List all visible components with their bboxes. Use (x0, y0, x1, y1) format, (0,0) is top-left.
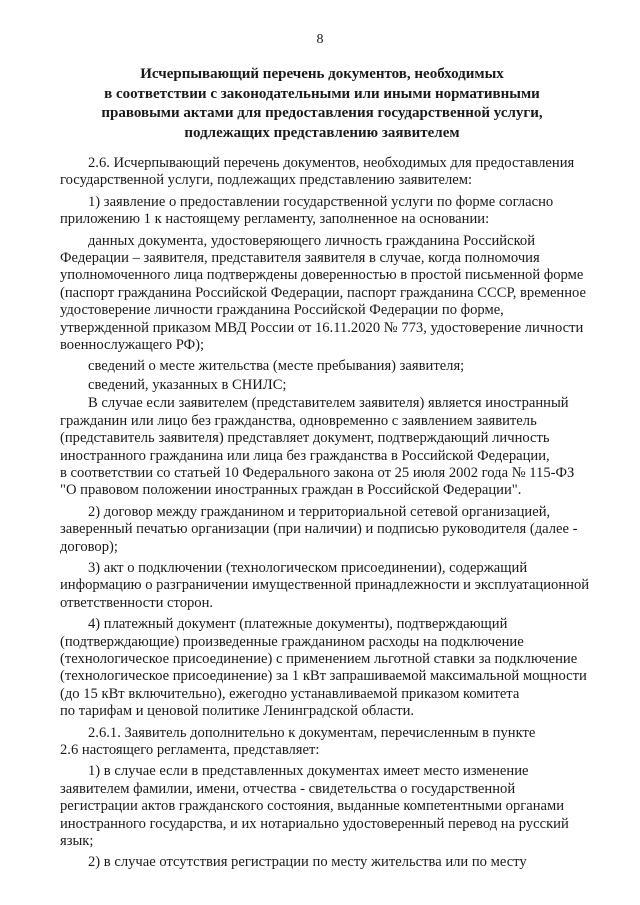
text-line: 3) акт о подключении (технологическом присоединении), содержащий (88, 559, 528, 576)
text-line: 1) заявление о предоставлении государственной услуги по форме согласно (88, 193, 554, 210)
text-line: (представитель заявителя) представляет документ, подтверждающий личность (60, 430, 550, 447)
text-line: 2.6.1. Заявитель дополнительно к документам, перечисленным в пункте (88, 724, 536, 741)
text-line: 2) в случае отсутствия регистрации по месту жительства или по месту (88, 854, 527, 871)
heading-line: подлежащих представлению заявителем (184, 124, 460, 141)
text-line: 2) договор между гражданином и территориальной сетевой организацией, (88, 503, 551, 520)
text-line: заверенный печатью организации (при наличии) и подписью руководителя (далее - (60, 521, 578, 538)
text-line: в соответствии со статьей 10 Федерального закона от 25 июля 2002 года № 115-ФЗ (60, 464, 575, 481)
text-line: 2.6 настоящего регламента, представляет: (60, 742, 320, 758)
text-line: гражданин или лицо без гражданства, одновременно с заявлением заявитель (60, 412, 537, 429)
text-line: по тарифам и ценовой политике Ленинградской области. (60, 703, 415, 720)
text-line: сведений, указанных в СНИЛС; (88, 376, 287, 393)
text-line: язык; (60, 833, 94, 850)
text-line: уполномоченного лица подтверждены доверенностью в простой письменной форме (60, 267, 584, 284)
heading-line: в соответствии с законодательными или иными нормативными (104, 85, 540, 102)
text-line: заявителем фамилии, имени, отчества - свидетельства о государственной (60, 780, 516, 797)
text-line: 1) в случае если в представленных документах имеет место изменение (88, 763, 529, 780)
text-line: сведений о месте жительства (месте пребывания) заявителя; (88, 358, 465, 375)
paragraph-identity-documents (60, 233, 610, 355)
text-line: (технологическое присоединение) за 1 кВт запрашиваемой максимальной мощности (60, 668, 587, 685)
paragraph-item-1 (60, 194, 610, 229)
text-line: иностранного государства, и их нотариально удостоверенный перевод на русский (60, 815, 569, 832)
text-line: В случае если заявителем (представителем заявителя) является иностранный (88, 395, 569, 412)
text-line: информацию о разграничении имущественной принадлежности и эксплуатационной (60, 577, 590, 594)
heading-line: Исчерпывающий перечень документов, необходимых (140, 66, 504, 82)
text-line: (технологическое присоединение) с применением льготной ставки за подключение (60, 650, 578, 667)
text-line: данных документа, удостоверяющего личность гражданина Российской (88, 232, 536, 249)
heading-line: правовыми актами для предоставления государственной услуги, (101, 105, 543, 121)
text-line: 2.6. Исчерпывающий перечень документов, необходимых для предоставления (88, 155, 575, 171)
paragraph-2-6-1-item-2 (60, 854, 610, 871)
text-line: государственной услуги, подлежащих представлению заявителем: (60, 172, 473, 189)
document-body (60, 155, 610, 876)
text-line: регистрации актов гражданского состояния, выданные компетентными органами (60, 798, 565, 815)
paragraph-2-6-1-item-1 (60, 763, 610, 850)
text-line: ответственности сторон. (60, 594, 214, 611)
paragraph-item-2 (60, 504, 610, 556)
page-number: 8 (316, 32, 324, 47)
paragraph-2-6-1 (60, 725, 610, 760)
paragraph-item-3 (60, 560, 610, 612)
paragraph-residence (60, 358, 610, 375)
text-line: иностранного гражданина или лица без гражданства в Российской Федерации, (60, 447, 550, 464)
text-line: удостоверение личности гражданина Российской Федерации по форме, (60, 302, 504, 319)
text-line: Федерации – заявителя, представителя заявителя в случае, когда полномочия (60, 250, 540, 267)
text-line: утвержденной приказом МВД России от 16.11.2020 № 773, удостоверение личности (60, 319, 584, 336)
text-line: "О правовом положении иностранных граждан в Российской Федерации". (60, 482, 522, 499)
paragraph-2-6 (60, 155, 610, 190)
text-line: приложению 1 к настоящему регламенту, заполненное на основании: (60, 211, 490, 228)
paragraph-foreign-citizen (60, 395, 610, 499)
text-line: военнослужащего РФ); (60, 337, 205, 354)
text-line: (подтверждающие) произведенные гражданином расходы на подключение (60, 633, 524, 650)
section-heading (60, 65, 584, 143)
paragraph-item-4 (60, 616, 610, 720)
text-line: (паспорт гражданина Российской Федерации, паспорт гражданина СССР, временное (60, 284, 586, 301)
text-line: (до 15 кВт включительно), ежегодно устанавливаемой приказом комитета (60, 685, 520, 702)
text-line: 4) платежный документ (платежные документы), подтверждающий (88, 616, 508, 633)
paragraph-snils (60, 377, 610, 394)
text-line: договор); (60, 538, 118, 555)
